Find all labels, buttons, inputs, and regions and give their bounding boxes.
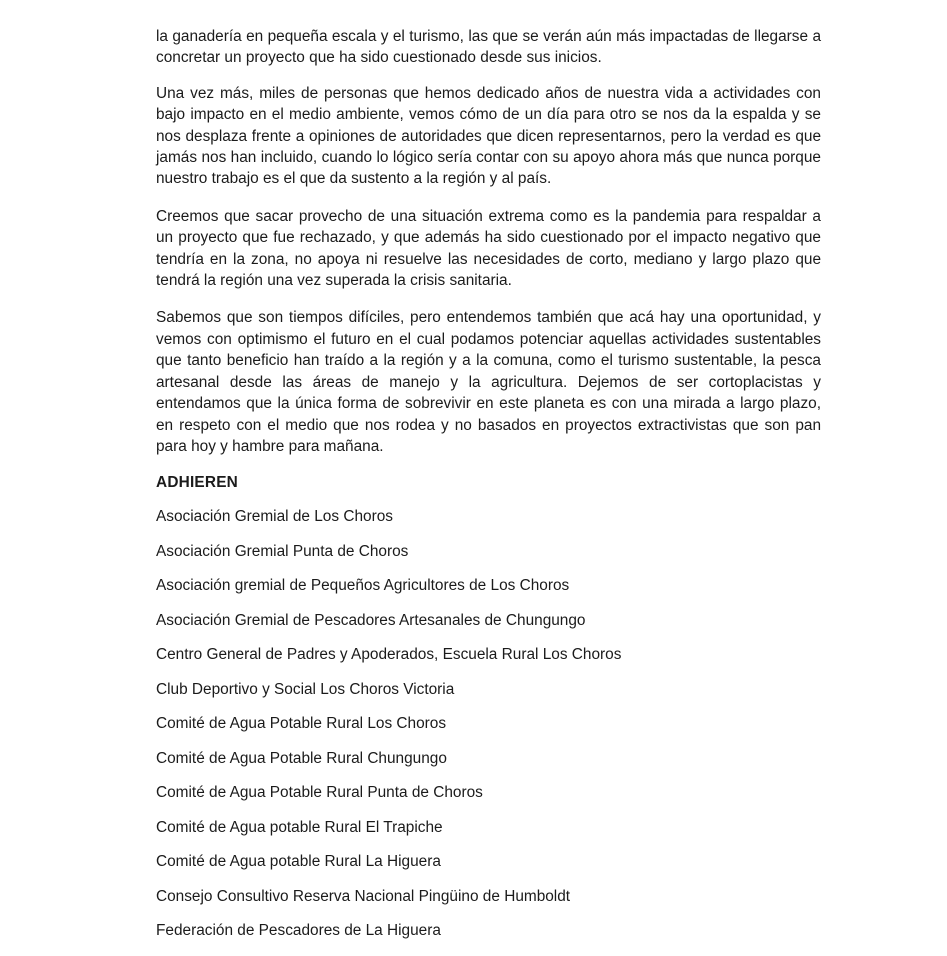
paragraph-2: Una vez más, miles de personas que hemos dedicado años de nuestra vida a actividades con bajo impacto en el medio ambiente, vemos cómo de un día para otro se nos da la espalda y se nos desplaza frente a opiniones de autoridades que dicen representarnos, pero la verdad es que jamás nos han incluido, cuando lo lógico sería contar con su apoyo ahora más que nunca porque nuestro trabajo es el que da sustento a la región y al país. bbox=[156, 84, 821, 188]
organization-item: Comité de Agua Potable Rural Punta de Choros bbox=[156, 784, 483, 802]
organization-item: Comité de Agua potable Rural La Higuera bbox=[156, 853, 441, 871]
organization-item: Centro General de Padres y Apoderados, Escuela Rural Los Choros bbox=[156, 646, 622, 664]
organization-list bbox=[156, 507, 821, 956]
organization-item: Asociación Gremial de Los Choros bbox=[156, 508, 393, 526]
paragraph-4: Sabemos que son tiempos difíciles, pero entendemos también que acá hay una oportunidad, y vemos con optimismo el futuro en el cual podamos potenciar aquellas actividades sustentables que tanto beneficio han traído a la región y a la comuna, como el turismo sustentable, la pesca artesanal desde las áreas de manejo y la agricultura. Dejemos de ser cortoplacistas y entendamos que la única forma de sobrevivir en este planeta es con una mirada a largo plazo, en respeto con el medio que nos rodea y no basados en proyectos extractivistas que son pan para hoy y hambre para mañana. bbox=[156, 309, 821, 455]
organization-item: Comité de Agua potable Rural El Trapiche bbox=[156, 818, 443, 836]
organization-item: Asociación Gremial de Pescadores Artesanales de Chungungo bbox=[156, 611, 586, 629]
paragraph-3: Creemos que sacar provecho de una situación extrema como es la pandemia para respaldar a un proyecto que fue rechazado, y que además ha sido cuestionado por el impacto negativo que tendría en la zona, no apoya ni resuelve las necesidades de corto, mediano y largo plazo que tendrá la región una vez superada la crisis sanitaria. bbox=[156, 207, 821, 290]
organization-item: Federación de Pescadores de La Higuera bbox=[156, 922, 441, 940]
adhieren-heading: ADHIEREN bbox=[156, 474, 238, 492]
organization-item: Asociación gremial de Pequeños Agricultores de Los Choros bbox=[156, 577, 570, 595]
organization-item: Comité de Agua Potable Rural Chungungo bbox=[156, 749, 447, 767]
paragraph-1: la ganadería en pequeña escala y el turismo, las que se verán aún más impactadas de llegarse a concretar un proyecto que ha sido cuestionado desde sus inicios. bbox=[156, 28, 821, 67]
organization-item: Comité de Agua Potable Rural Los Choros bbox=[156, 715, 447, 733]
organization-item: Consejo Consultivo Reserva Nacional Pingüino de Humboldt bbox=[156, 887, 571, 905]
organization-item: Club Deportivo y Social Los Choros Victoria bbox=[156, 680, 455, 698]
organization-item: Asociación Gremial Punta de Choros bbox=[156, 542, 409, 560]
